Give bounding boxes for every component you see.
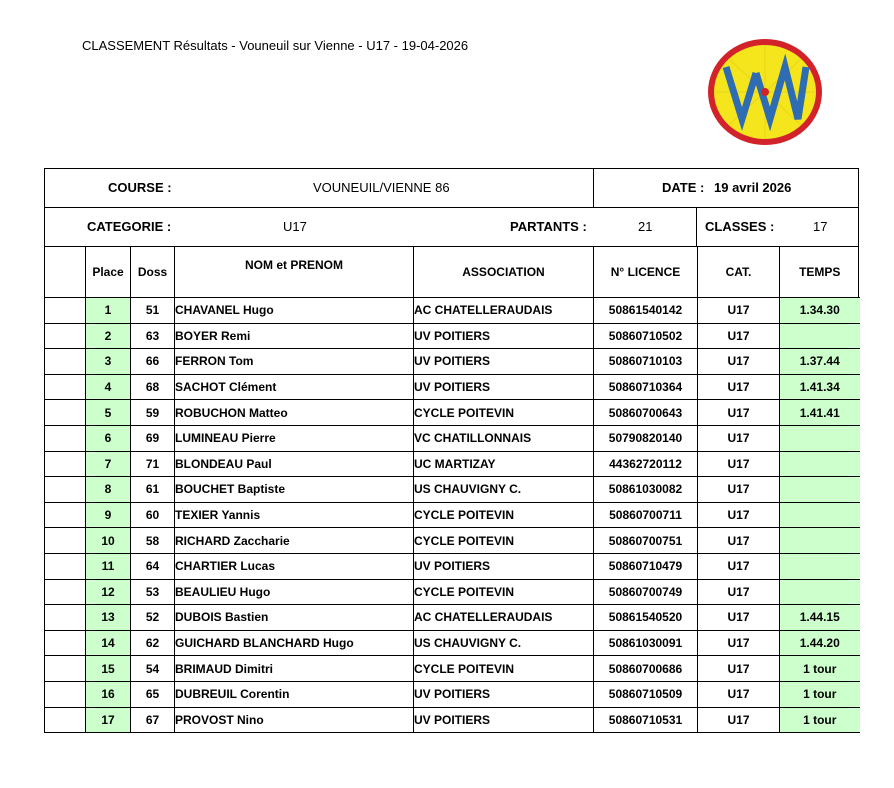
place-cell: 8 <box>86 477 131 503</box>
categorie-label: CATEGORIE : <box>87 219 172 234</box>
partants-label: PARTANTS : <box>510 219 587 234</box>
temps-cell: 1 tour <box>780 707 860 733</box>
licence-cell: 50860710479 <box>594 553 698 579</box>
cat-cell: U17 <box>698 298 780 324</box>
association-cell: UC MARTIZAY <box>414 451 594 477</box>
place-cell: 4 <box>86 374 131 400</box>
date-label: DATE : <box>662 180 705 195</box>
row-margin <box>45 349 86 375</box>
vw-cycling-logo <box>706 37 824 147</box>
row-margin <box>45 425 86 451</box>
doss-cell: 58 <box>131 528 175 554</box>
doss-cell: 54 <box>131 656 175 682</box>
temps-cell: 1 tour <box>780 681 860 707</box>
row-margin <box>45 553 86 579</box>
doss-cell: 67 <box>131 707 175 733</box>
place-cell: 12 <box>86 579 131 605</box>
col-cat: CAT. <box>698 246 780 298</box>
nom-cell: BOYER Remi <box>175 323 414 349</box>
licence-cell: 50860700711 <box>594 502 698 528</box>
temps-cell <box>780 502 860 528</box>
classes-value: 17 <box>813 219 828 234</box>
row-margin <box>45 477 86 503</box>
table-row <box>45 451 860 477</box>
temps-cell: 1.44.20 <box>780 630 860 656</box>
place-cell: 7 <box>86 451 131 477</box>
temps-cell <box>780 323 860 349</box>
nom-cell: BEAULIEU Hugo <box>175 579 414 605</box>
col-place: Place <box>86 246 131 298</box>
association-cell: US CHAUVIGNY C. <box>414 630 594 656</box>
table-row <box>45 681 860 707</box>
categorie-value: U17 <box>283 219 307 234</box>
cat-cell: U17 <box>698 681 780 707</box>
licence-cell: 50861540520 <box>594 605 698 631</box>
cat-cell: U17 <box>698 579 780 605</box>
table-row <box>45 425 860 451</box>
nom-cell: CHAVANEL Hugo <box>175 298 414 324</box>
doss-cell: 59 <box>131 400 175 426</box>
nom-cell: LUMINEAU Pierre <box>175 425 414 451</box>
licence-cell: 50860710502 <box>594 323 698 349</box>
row-margin <box>45 681 86 707</box>
licence-cell: 50860710531 <box>594 707 698 733</box>
nom-cell: BLONDEAU Paul <box>175 451 414 477</box>
place-cell: 14 <box>86 630 131 656</box>
cat-cell: U17 <box>698 553 780 579</box>
place-cell: 13 <box>86 605 131 631</box>
classes-label: CLASSES : <box>705 219 775 234</box>
col-nom: NOM et PRENOM <box>175 246 414 298</box>
licence-cell: 50860700751 <box>594 528 698 554</box>
table-row <box>45 630 860 656</box>
cat-cell: U17 <box>698 707 780 733</box>
row-margin <box>45 656 86 682</box>
nom-cell: CHARTIER Lucas <box>175 553 414 579</box>
doss-cell: 51 <box>131 298 175 324</box>
cat-cell: U17 <box>698 605 780 631</box>
temps-cell <box>780 579 860 605</box>
place-cell: 17 <box>86 707 131 733</box>
cat-cell: U17 <box>698 374 780 400</box>
place-cell: 6 <box>86 425 131 451</box>
nom-cell: DUBREUIL Corentin <box>175 681 414 707</box>
doss-cell: 68 <box>131 374 175 400</box>
association-cell: AC CHATELLERAUDAIS <box>414 298 594 324</box>
results-table <box>44 246 860 733</box>
row-margin <box>45 707 86 733</box>
table-row <box>45 298 860 324</box>
doss-cell: 53 <box>131 579 175 605</box>
table-row <box>45 553 860 579</box>
place-cell: 15 <box>86 656 131 682</box>
association-cell: UV POITIERS <box>414 323 594 349</box>
licence-cell: 50861030091 <box>594 630 698 656</box>
table-row <box>45 349 860 375</box>
cat-cell: U17 <box>698 528 780 554</box>
licence-cell: 50860710364 <box>594 374 698 400</box>
licence-cell: 50861030082 <box>594 477 698 503</box>
association-cell: UV POITIERS <box>414 553 594 579</box>
cat-cell: U17 <box>698 656 780 682</box>
temps-cell <box>780 528 860 554</box>
row-margin <box>45 400 86 426</box>
table-header-row <box>45 246 860 298</box>
licence-cell: 50860700686 <box>594 656 698 682</box>
temps-cell: 1 tour <box>780 656 860 682</box>
doss-cell: 60 <box>131 502 175 528</box>
place-cell: 11 <box>86 553 131 579</box>
table-row <box>45 579 860 605</box>
nom-cell: GUICHARD BLANCHARD Hugo <box>175 630 414 656</box>
doss-cell: 61 <box>131 477 175 503</box>
licence-cell: 50860710103 <box>594 349 698 375</box>
partants-value: 21 <box>638 219 653 234</box>
col-doss: Doss <box>131 246 175 298</box>
licence-cell: 50860700643 <box>594 400 698 426</box>
temps-cell <box>780 451 860 477</box>
row-margin <box>45 451 86 477</box>
place-cell: 16 <box>86 681 131 707</box>
page-title: CLASSEMENT Résultats - Vouneuil sur Vienne - U17 - 19-04-2026 <box>82 38 469 53</box>
table-row <box>45 323 860 349</box>
nom-cell: ROBUCHON Matteo <box>175 400 414 426</box>
date-value: 19 avril 2026 <box>714 180 792 195</box>
association-cell: UV POITIERS <box>414 374 594 400</box>
doss-cell: 62 <box>131 630 175 656</box>
cat-cell: U17 <box>698 400 780 426</box>
temps-cell: 1.37.44 <box>780 349 860 375</box>
col-licence: N° LICENCE <box>594 246 698 298</box>
row-margin <box>45 374 86 400</box>
table-row <box>45 528 860 554</box>
cat-cell: U17 <box>698 630 780 656</box>
licence-cell: 44362720112 <box>594 451 698 477</box>
row-margin <box>45 630 86 656</box>
temps-cell <box>780 553 860 579</box>
association-cell: AC CHATELLERAUDAIS <box>414 605 594 631</box>
cat-cell: U17 <box>698 349 780 375</box>
temps-cell <box>780 477 860 503</box>
cat-cell: U17 <box>698 502 780 528</box>
doss-cell: 64 <box>131 553 175 579</box>
association-cell: UV POITIERS <box>414 349 594 375</box>
association-cell: UV POITIERS <box>414 681 594 707</box>
table-row <box>45 502 860 528</box>
temps-cell <box>780 425 860 451</box>
place-cell: 9 <box>86 502 131 528</box>
licence-cell: 50860700749 <box>594 579 698 605</box>
temps-cell: 1.41.34 <box>780 374 860 400</box>
licence-cell: 50860710509 <box>594 681 698 707</box>
doss-cell: 69 <box>131 425 175 451</box>
association-cell: CYCLE POITEVIN <box>414 656 594 682</box>
nom-cell: BOUCHET Baptiste <box>175 477 414 503</box>
nom-cell: SACHOT Clément <box>175 374 414 400</box>
nom-cell: BRIMAUD Dimitri <box>175 656 414 682</box>
place-cell: 3 <box>86 349 131 375</box>
doss-cell: 63 <box>131 323 175 349</box>
col-temps: TEMPS <box>780 246 860 298</box>
row-margin <box>45 298 86 324</box>
table-row <box>45 374 860 400</box>
association-cell: VC CHATILLONNAIS <box>414 425 594 451</box>
doss-cell: 66 <box>131 349 175 375</box>
association-cell: CYCLE POITEVIN <box>414 502 594 528</box>
doss-cell: 71 <box>131 451 175 477</box>
cat-cell: U17 <box>698 425 780 451</box>
doss-cell: 65 <box>131 681 175 707</box>
association-cell: US CHAUVIGNY C. <box>414 477 594 503</box>
place-cell: 2 <box>86 323 131 349</box>
nom-cell: PROVOST Nino <box>175 707 414 733</box>
row-margin <box>45 502 86 528</box>
row-margin <box>45 323 86 349</box>
place-cell: 10 <box>86 528 131 554</box>
nom-cell: TEXIER Yannis <box>175 502 414 528</box>
cat-cell: U17 <box>698 323 780 349</box>
licence-cell: 50861540142 <box>594 298 698 324</box>
table-row <box>45 400 860 426</box>
association-cell: CYCLE POITEVIN <box>414 528 594 554</box>
table-row <box>45 605 860 631</box>
doss-cell: 52 <box>131 605 175 631</box>
association-cell: CYCLE POITEVIN <box>414 579 594 605</box>
table-row <box>45 477 860 503</box>
nom-cell: RICHARD Zaccharie <box>175 528 414 554</box>
row-margin <box>45 579 86 605</box>
row-margin <box>45 605 86 631</box>
nom-cell: DUBOIS Bastien <box>175 605 414 631</box>
course-value: VOUNEUIL/VIENNE 86 <box>313 180 450 195</box>
nom-cell: FERRON Tom <box>175 349 414 375</box>
association-cell: CYCLE POITEVIN <box>414 400 594 426</box>
cat-cell: U17 <box>698 477 780 503</box>
col-association: ASSOCIATION <box>414 246 594 298</box>
place-cell: 5 <box>86 400 131 426</box>
temps-cell: 1.41.41 <box>780 400 860 426</box>
temps-cell: 1.34.30 <box>780 298 860 324</box>
course-label: COURSE : <box>108 180 172 195</box>
cat-cell: U17 <box>698 451 780 477</box>
table-row <box>45 656 860 682</box>
place-cell: 1 <box>86 298 131 324</box>
licence-cell: 50790820140 <box>594 425 698 451</box>
row-margin <box>45 528 86 554</box>
temps-cell: 1.44.15 <box>780 605 860 631</box>
table-row <box>45 707 860 733</box>
association-cell: UV POITIERS <box>414 707 594 733</box>
